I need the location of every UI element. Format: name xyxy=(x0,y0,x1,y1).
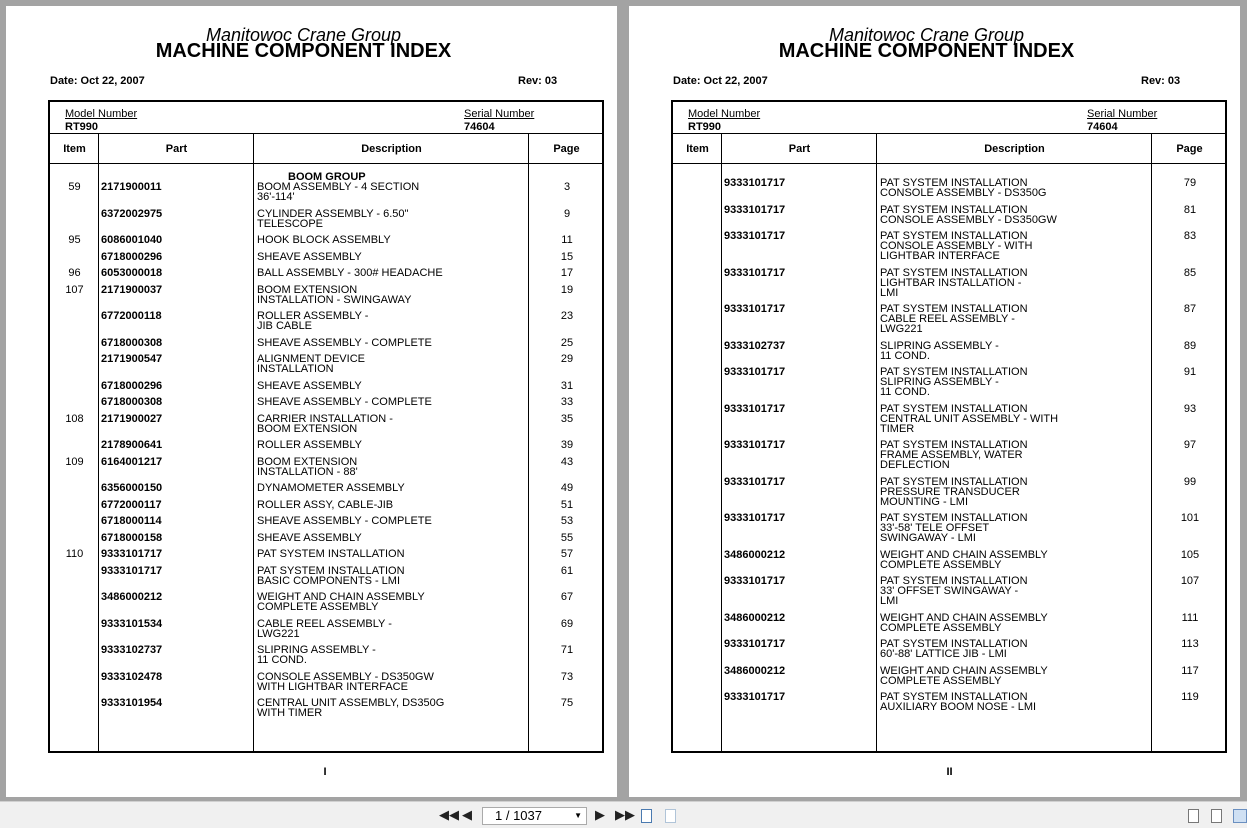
continuous-view-icon[interactable] xyxy=(1211,809,1222,823)
table-row xyxy=(50,619,602,646)
part-number: 3486000212 xyxy=(724,664,786,677)
part-number: 9333101717 xyxy=(724,512,786,524)
part-number: 9333102737 xyxy=(724,339,786,352)
page-ref: 43 xyxy=(560,455,574,468)
item-number: 108 xyxy=(65,412,84,425)
part-number: 9333101717 xyxy=(724,691,786,703)
part-number: 9333101717 xyxy=(724,177,786,189)
table-row xyxy=(50,235,602,252)
part-number: 9333101534 xyxy=(101,617,163,630)
part-description: SLIPRING ASSEMBLY - 11 COND. xyxy=(880,339,999,362)
part-description: PAT SYSTEM INSTALLATION CABLE REEL ASSEMBLY - LWG221 xyxy=(880,303,1028,335)
table-body xyxy=(50,172,602,725)
table-row xyxy=(50,182,602,209)
part-number: 9333101954 xyxy=(101,697,163,709)
table-row xyxy=(50,252,602,269)
part-number: 2178900641 xyxy=(101,439,163,451)
model-value: RT990 xyxy=(688,121,722,133)
part-number: 9333101717 xyxy=(724,366,786,378)
part-description: WEIGHT AND CHAIN ASSEMBLY COMPLETE ASSEMBLY xyxy=(257,591,425,613)
table-row xyxy=(673,639,1225,666)
page-ref: 107 xyxy=(1180,575,1200,587)
part-description: CONSOLE ASSEMBLY - DS350GW WITH LIGHTBAR INTERFACE xyxy=(257,670,434,693)
page-ref: 15 xyxy=(560,250,574,263)
part-description: ROLLER ASSEMBLY - JIB CABLE xyxy=(257,310,369,332)
part-number: 3486000212 xyxy=(101,591,163,603)
part-description: SHEAVE ASSEMBLY xyxy=(257,379,362,392)
table-row xyxy=(50,500,602,517)
table-row xyxy=(50,354,602,381)
next-page-icon[interactable]: ▶ xyxy=(595,807,605,822)
part-number: 6718000114 xyxy=(101,515,162,527)
page-indicator: 1 / 1037 xyxy=(495,808,542,823)
fit-page-icon[interactable] xyxy=(641,809,652,823)
part-description: PAT SYSTEM INSTALLATION CONSOLE ASSEMBLY - DS350G xyxy=(880,177,1047,199)
table-row xyxy=(673,666,1225,693)
item-number: 59 xyxy=(68,181,81,193)
two-page-view-icon[interactable] xyxy=(1233,809,1247,823)
table-row xyxy=(673,341,1225,368)
page-ref: 61 xyxy=(560,564,574,577)
part-description: SHEAVE ASSEMBLY - COMPLETE xyxy=(257,515,432,527)
table-row xyxy=(50,698,602,725)
page-ref: 67 xyxy=(560,591,574,603)
part-description: CABLE REEL ASSEMBLY - LWG221 xyxy=(257,617,392,640)
part-description: BOOM ASSEMBLY - 4 SECTION 36'-114' xyxy=(257,181,420,203)
page-ref: 19 xyxy=(560,283,574,296)
part-number: 9333101717 xyxy=(724,203,786,216)
page-ref: 71 xyxy=(560,644,574,656)
page-ref: 111 xyxy=(1181,611,1199,624)
part-number: 6772000117 xyxy=(101,498,162,511)
table-row xyxy=(50,414,602,441)
part-description: BALL ASSEMBLY - 300# HEADACHE xyxy=(257,267,443,279)
page-number: I xyxy=(323,766,327,778)
part-number: 6718000308 xyxy=(101,396,163,408)
page-ref: 17 xyxy=(560,267,574,279)
column-headers xyxy=(50,134,602,164)
table-row xyxy=(50,268,602,285)
page-ref: 35 xyxy=(560,412,574,425)
page-ref: 73 xyxy=(560,670,574,683)
part-description: PAT SYSTEM INSTALLATION xyxy=(257,548,405,560)
single-page-view-icon[interactable] xyxy=(1188,809,1199,823)
part-description: PAT SYSTEM INSTALLATION 60'-88' LATTICE JIB - LMI xyxy=(880,638,1028,660)
page-ref: 75 xyxy=(560,697,574,709)
model-label: Model Number xyxy=(65,108,138,120)
page-number: II xyxy=(946,766,953,778)
col-part: Part xyxy=(165,143,188,155)
page-ref: 113 xyxy=(1181,638,1199,650)
first-page-icon[interactable]: ◀◀ xyxy=(439,807,459,822)
col-description: Description xyxy=(984,143,1045,155)
page-ref: 85 xyxy=(1183,266,1197,279)
part-description: SLIPRING ASSEMBLY - 11 COND. xyxy=(257,644,376,666)
table-row xyxy=(673,477,1225,514)
model-header xyxy=(673,102,1225,134)
serial-label: Serial Number xyxy=(464,108,535,120)
part-description: ROLLER ASSEMBLY xyxy=(257,439,362,451)
page-ref: 25 xyxy=(560,336,574,349)
part-number: 2171900011 xyxy=(101,181,162,193)
page-ref: 39 xyxy=(560,439,574,451)
page-ref: 89 xyxy=(1183,339,1197,352)
table-row xyxy=(673,576,1225,613)
component-table xyxy=(48,100,604,753)
page-ref: 99 xyxy=(1183,475,1197,488)
col-item: Item xyxy=(686,143,709,155)
table-row xyxy=(673,304,1225,341)
col-page: Page xyxy=(553,143,580,155)
part-description: PAT SYSTEM INSTALLATION FRAME ASSEMBLY, WATER DEFLECTION xyxy=(880,439,1028,471)
part-description: SHEAVE ASSEMBLY - COMPLETE xyxy=(257,396,432,408)
table-row xyxy=(673,231,1225,268)
part-description: SHEAVE ASSEMBLY xyxy=(257,250,362,263)
item-number: 109 xyxy=(65,455,84,468)
part-description: WEIGHT AND CHAIN ASSEMBLY COMPLETE ASSEMBLY xyxy=(880,548,1048,571)
table-row xyxy=(50,285,602,312)
part-number: 6718000158 xyxy=(101,531,163,544)
page-ref: 55 xyxy=(560,531,574,544)
page-ref: 119 xyxy=(1181,691,1199,703)
part-number: 9333101717 xyxy=(724,638,786,650)
item-number: 95 xyxy=(68,234,81,246)
part-number: 9333101717 xyxy=(724,475,786,488)
pdf-toolbar xyxy=(0,801,1247,828)
table-row xyxy=(673,205,1225,232)
pdf-page xyxy=(629,6,1240,797)
col-description: Description xyxy=(361,143,422,155)
table-row xyxy=(50,672,602,699)
part-description: CENTRAL UNIT ASSEMBLY, DS350G WITH TIMER xyxy=(257,697,445,719)
part-number: 6718000296 xyxy=(101,250,163,263)
table-row xyxy=(673,692,1225,719)
part-description: PAT SYSTEM INSTALLATION SLIPRING ASSEMBLY - 11 COND. xyxy=(880,366,1028,398)
page-ref: 51 xyxy=(560,498,574,511)
part-number: 6086001040 xyxy=(101,234,163,246)
part-number: 9333101717 xyxy=(101,564,163,577)
table-row xyxy=(50,592,602,619)
page-ref: 23 xyxy=(560,310,574,322)
part-number: 2171900037 xyxy=(101,283,163,296)
page-ref: 83 xyxy=(1183,230,1197,242)
fit-width-icon[interactable] xyxy=(665,809,676,823)
prev-page-icon[interactable]: ◀ xyxy=(462,807,472,822)
page-ref: 11 xyxy=(561,234,573,246)
part-number: 6718000296 xyxy=(101,379,163,392)
part-number: 9333101717 xyxy=(724,266,786,279)
page-ref: 79 xyxy=(1183,177,1197,189)
part-description: ALIGNMENT DEVICE INSTALLATION xyxy=(257,353,365,375)
page-ref: 105 xyxy=(1180,548,1200,561)
part-number: 3486000212 xyxy=(724,548,786,561)
item-number: 107 xyxy=(65,283,84,296)
part-number: 6772000118 xyxy=(101,310,162,322)
table-row xyxy=(50,381,602,398)
table-row xyxy=(50,338,602,355)
pdf-page xyxy=(6,6,617,797)
document-date: Date: Oct 22, 2007 xyxy=(50,75,145,87)
table-row xyxy=(50,549,602,566)
table-row xyxy=(50,645,602,672)
part-description: PAT SYSTEM INSTALLATION CONSOLE ASSEMBLY - WITH LIGHTBAR INTERFACE xyxy=(880,230,1033,262)
part-number: 9333102478 xyxy=(101,670,163,683)
document-date: Date: Oct 22, 2007 xyxy=(673,75,768,87)
page-ref: 69 xyxy=(560,617,574,630)
table-row xyxy=(673,404,1225,441)
part-number: 9333101717 xyxy=(724,402,786,415)
part-description: CARRIER INSTALLATION - BOOM EXTENSION xyxy=(257,412,393,435)
page-ref: 97 xyxy=(1183,439,1197,451)
table-row xyxy=(50,209,602,236)
part-number: 9333102737 xyxy=(101,644,163,656)
part-number: 6356000150 xyxy=(101,482,163,494)
page-ref: 9 xyxy=(563,207,571,220)
page-ref: 117 xyxy=(1181,664,1199,677)
table-row xyxy=(50,397,602,414)
model-label: Model Number xyxy=(688,108,761,120)
document-revision: Rev: 03 xyxy=(518,75,558,87)
col-part: Part xyxy=(788,143,811,155)
part-description: CYLINDER ASSEMBLY - 6.50" TELESCOPE xyxy=(257,207,409,230)
chevron-down-icon: ▼ xyxy=(574,811,582,820)
component-table xyxy=(671,100,1227,753)
part-description: PAT SYSTEM INSTALLATION AUXILIARY BOOM NOSE - LMI xyxy=(880,691,1037,713)
model-value: RT990 xyxy=(65,121,99,133)
table-row xyxy=(673,513,1225,550)
page-ref: 33 xyxy=(560,396,574,408)
company-name: Manitowoc Crane Group xyxy=(828,25,1025,45)
part-description: PAT SYSTEM INSTALLATION 33'-58' TELE OFFSET SWINGAWAY - LMI xyxy=(880,512,1028,544)
group-heading: BOOM GROUP xyxy=(288,171,366,183)
part-number: 2171900027 xyxy=(101,412,163,425)
part-number: 9333101717 xyxy=(724,230,786,242)
part-description: SHEAVE ASSEMBLY xyxy=(257,531,362,544)
table-row xyxy=(50,457,602,484)
part-number: 6164001217 xyxy=(101,455,163,468)
part-number: 6053000018 xyxy=(101,267,163,279)
table-row xyxy=(673,613,1225,640)
page-ref: 93 xyxy=(1183,402,1197,415)
serial-value: 74604 xyxy=(1087,121,1118,133)
part-description: WEIGHT AND CHAIN ASSEMBLY COMPLETE ASSEMBLY xyxy=(880,664,1048,687)
part-number: 9333101717 xyxy=(724,575,786,587)
page-ref: 3 xyxy=(563,181,571,193)
table-row xyxy=(673,367,1225,404)
table-row xyxy=(50,440,602,457)
page-ref: 53 xyxy=(560,515,574,527)
part-number: 9333101717 xyxy=(724,439,786,451)
table-row xyxy=(50,311,602,338)
page-ref: 101 xyxy=(1180,512,1200,524)
part-description: PAT SYSTEM INSTALLATION PRESSURE TRANSDUCER MOUNTING - LMI xyxy=(880,475,1028,508)
part-description: PAT SYSTEM INSTALLATION 33' OFFSET SWINGAWAY - LMI xyxy=(880,575,1028,607)
table-body xyxy=(673,178,1225,719)
document-revision: Rev: 03 xyxy=(1141,75,1181,87)
part-description: DYNAMOMETER ASSEMBLY xyxy=(257,482,405,494)
page-ref: 29 xyxy=(560,353,574,365)
part-description: PAT SYSTEM INSTALLATION LIGHTBAR INSTALLATION - LMI xyxy=(880,266,1028,299)
part-description: PAT SYSTEM INSTALLATION CONSOLE ASSEMBLY - DS350GW xyxy=(880,203,1057,226)
part-number: 6372002975 xyxy=(101,207,163,220)
table-row xyxy=(673,178,1225,205)
model-header xyxy=(50,102,602,134)
table-row xyxy=(673,268,1225,305)
document-title: MACHINE COMPONENT INDEX xyxy=(155,40,452,62)
part-description: BOOM EXTENSION INSTALLATION - 88' xyxy=(257,455,358,478)
serial-label: Serial Number xyxy=(1087,108,1158,120)
table-row xyxy=(50,533,602,550)
table-row xyxy=(50,516,602,533)
table-row xyxy=(673,550,1225,577)
company-name: Manitowoc Crane Group xyxy=(205,25,402,45)
item-number: 110 xyxy=(65,548,84,560)
page-ref: 87 xyxy=(1183,303,1197,315)
col-item: Item xyxy=(63,143,86,155)
part-description: ROLLER ASSY, CABLE-JIB xyxy=(257,498,394,511)
part-description: HOOK BLOCK ASSEMBLY xyxy=(257,234,391,246)
last-page-icon[interactable]: ▶▶ xyxy=(615,807,635,822)
part-number: 3486000212 xyxy=(724,611,786,624)
part-number: 9333101717 xyxy=(724,303,786,315)
part-number: 6718000308 xyxy=(101,336,163,349)
page-ref: 91 xyxy=(1183,366,1197,378)
table-row xyxy=(673,440,1225,477)
item-number: 96 xyxy=(68,267,81,279)
page-ref: 81 xyxy=(1183,203,1197,216)
page-ref: 57 xyxy=(560,548,574,560)
serial-value: 74604 xyxy=(464,121,495,133)
table-row xyxy=(50,483,602,500)
col-page: Page xyxy=(1176,143,1203,155)
column-headers xyxy=(673,134,1225,164)
page-ref: 31 xyxy=(560,379,574,392)
table-row xyxy=(50,566,602,593)
part-description: BOOM EXTENSION INSTALLATION - SWINGAWAY xyxy=(257,283,412,306)
page-ref: 49 xyxy=(560,482,574,494)
part-description: PAT SYSTEM INSTALLATION BASIC COMPONENTS - LMI xyxy=(257,564,405,587)
part-description: PAT SYSTEM INSTALLATION CENTRAL UNIT ASSEMBLY - WITH TIMER xyxy=(880,402,1059,435)
document-title: MACHINE COMPONENT INDEX xyxy=(778,40,1075,62)
part-description: SHEAVE ASSEMBLY - COMPLETE xyxy=(257,336,432,349)
part-number: 9333101717 xyxy=(101,548,163,560)
part-number: 2171900547 xyxy=(101,353,163,365)
page-selector[interactable] xyxy=(482,807,587,825)
part-description: WEIGHT AND CHAIN ASSEMBLY COMPLETE ASSEMBLY xyxy=(880,611,1048,634)
